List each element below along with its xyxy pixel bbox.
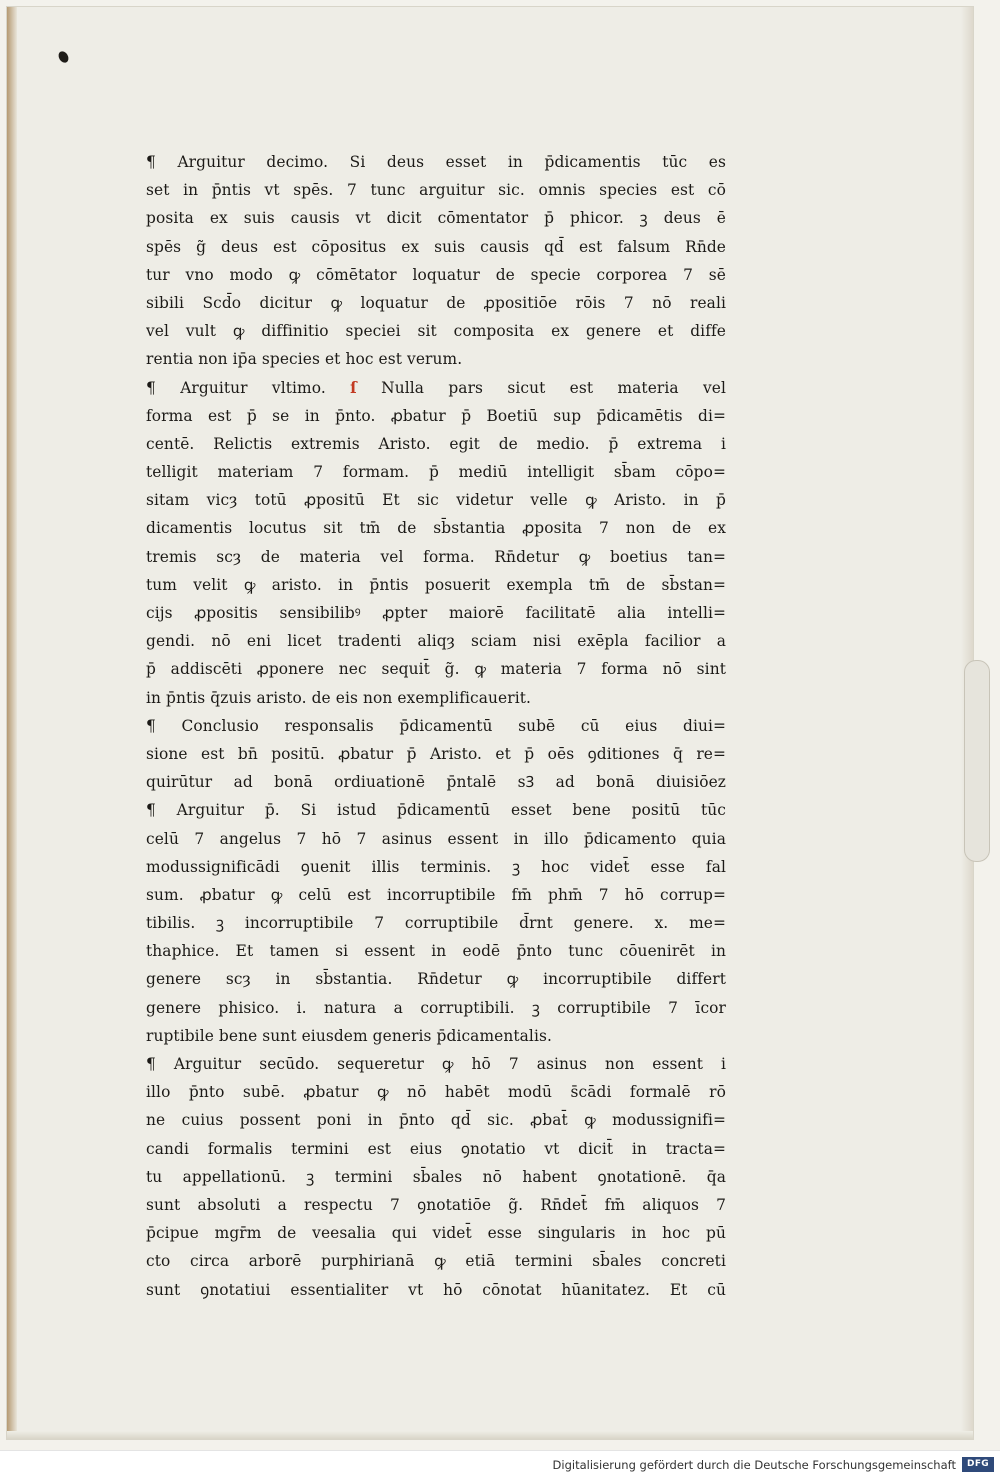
- text-line: sunt ꝯnotatiui essentialiter vt hō cōnotat hūanitatez. Et cū: [146, 1280, 726, 1299]
- text-line: vel vult ꝙ diffinitio speciei sit composita ex genere et diffe: [146, 322, 726, 341]
- binding-edge: [7, 7, 17, 1439]
- text-line: p̄cipue mgr̄m de veesalia qui videt̄ esse singularis in hoc pū: [146, 1224, 726, 1243]
- bottom-edge: [7, 1431, 973, 1439]
- text-line: celū 7 angelus 7 hō 7 asinus essent in illo p̄dicamento quia: [146, 829, 726, 848]
- text-line-with-rubric: [146, 374, 726, 402]
- text-line: forma est p̄ se in p̄nto. ꝓbatur p̄ Boetiū sup p̄dicamētis di=: [146, 406, 726, 425]
- footer-bar: [0, 1450, 1000, 1479]
- text-line: ruptibile bene sunt eiusdem generis p̄dicamentalis.: [146, 1026, 552, 1045]
- text-line: ¶ Conclusio responsalis p̄dicamentū subē cū eius diui=: [146, 716, 726, 735]
- text-line: sum. ꝓbatur ꝙ celū est incorruptibile fm̄ phm̄ 7 hō corrup=: [146, 885, 726, 904]
- text-line: tremis scȝ de materia vel forma. Rn̄detur ꝙ boetius tan=: [146, 547, 726, 566]
- text-segment: Nulla pars sicut est materia vel: [381, 378, 726, 397]
- text-line: thaphice. Et tamen si essent in eodē p̄nto tunc cōuenirēt in: [146, 942, 726, 961]
- text-line: ¶ Arguitur decimo. Si deus esset in p̄dicamentis tūc es: [146, 153, 726, 171]
- text-line: quirūtur ad bonā ordiuationē p̄ntalē sꝪ ad bonā diuisiōez: [146, 773, 726, 792]
- text-line: ne cuius possent poni in p̄nto qd̄ sic. ꝓbat̄ ꝙ modussignifi=: [146, 1111, 726, 1130]
- text-line: ¶ Arguitur secūdo. sequeretur ꝙ hō 7 asinus non essent i: [146, 1055, 726, 1073]
- text-line: sitam vicȝ totū ꝓpositū Et sic videtur velle ꝙ Aristo. in p̄: [146, 491, 726, 510]
- text-line: genere scȝ in sb̄stantia. Rn̄detur ꝙ incorruptibile differt: [146, 970, 726, 989]
- text-segment: ¶ Arguitur vltimo.: [146, 378, 351, 397]
- text-line: sunt absoluti a respectu 7 ꝯnotatiōe g̃. Rn̄det̄ fm̄ aliquos 7: [146, 1195, 726, 1214]
- text-line: dicamentis locutus sit tm̄ de sb̄stantia ꝓposita 7 non de ex: [146, 519, 726, 538]
- printed-text-column: [146, 148, 726, 1304]
- text-line: posita ex suis causis vt dicit cōmentator p̄ phicor. ꝫ deus ē: [146, 209, 726, 228]
- text-line: cijs ꝓpositis sensibilibꝰ ꝓpter maiorē facilitatē alia intelli=: [146, 604, 726, 622]
- text-line: genere phisico. i. natura a corruptibili. ꝫ corruptibile 7 īcor: [146, 998, 726, 1017]
- text-line: cto circa arborē purphirianā ꝙ etiā termini sb̄ales concreti: [146, 1252, 726, 1271]
- dfg-logo: DFG: [962, 1457, 994, 1472]
- text-line: sibili Scd̄o dicitur ꝙ loquatur de ꝓpositiōe rōis 7 nō reali: [146, 293, 726, 312]
- text-line: in p̄ntis q̄zuis aristo. de eis non exemplificauerit.: [146, 688, 532, 707]
- page-clip: [964, 660, 990, 862]
- text-line: ¶ Arguitur p̄. Si istud p̄dicamentū esset bene positū tūc: [146, 801, 726, 820]
- text-line: modussignificādi ꝯuenit illis terminis. ꝫ hoc videt̄ esse fal: [146, 857, 726, 876]
- text-line: centē. Relictis extremis Aristo. egit de medio. p̄ extrema i: [146, 434, 726, 453]
- text-line: tibilis. ꝫ incorruptibile 7 corruptibile d̄rnt genere. x. me=: [146, 914, 726, 933]
- text-line: spēs g̃ deus est cōpositus ex suis causis qd̄ est falsum Rn̄de: [146, 237, 726, 256]
- text-line: sione est bn̄ positū. ꝓbatur p̄ Aristo. et p̄ oēs ꝯditiones q̄ re=: [146, 744, 726, 763]
- text-line: p̄ addiscēti ꝓponere nec sequit̄ g̃. ꝙ materia 7 forma nō sint: [146, 660, 726, 679]
- funding-notice: Digitalisierung gefördert durch die Deutsche Forschungsgemeinschaft: [552, 1458, 956, 1472]
- ink-blot: [57, 50, 71, 65]
- text-line: telligit materiam 7 formam. p̄ mediū intelligit sb̄am cōpo=: [146, 463, 726, 482]
- text-line: tur vno modo ꝙ cōmētator loquatur de specie corporea 7 sē: [146, 265, 726, 284]
- rubric-mark: ſ: [350, 378, 357, 397]
- text-line: candi formalis termini est eius ꝯnotatio vt dicit̄ in tracta=: [146, 1139, 726, 1158]
- text-line: set in p̄ntis vt spēs. 7 tunc arguitur sic. omnis species est cō: [146, 181, 726, 200]
- text-line: tu appellationū. ꝫ termini sb̄ales nō habent ꝯnotationē. q̄a: [146, 1167, 726, 1186]
- text-line: rentia non ip̄a species et hoc est verum.: [146, 350, 463, 369]
- text-line: gendi. nō eni licet tradenti aliqȝ sciam nisi exēpla facilior a: [146, 632, 726, 651]
- text-line: illo p̄nto subē. ꝓbatur ꝙ nō habēt modū s̄cādi formalē rō: [146, 1083, 726, 1102]
- text-line: tum velit ꝙ aristo. in p̄ntis posuerit exempla tm̄ de sb̄stan=: [146, 575, 726, 594]
